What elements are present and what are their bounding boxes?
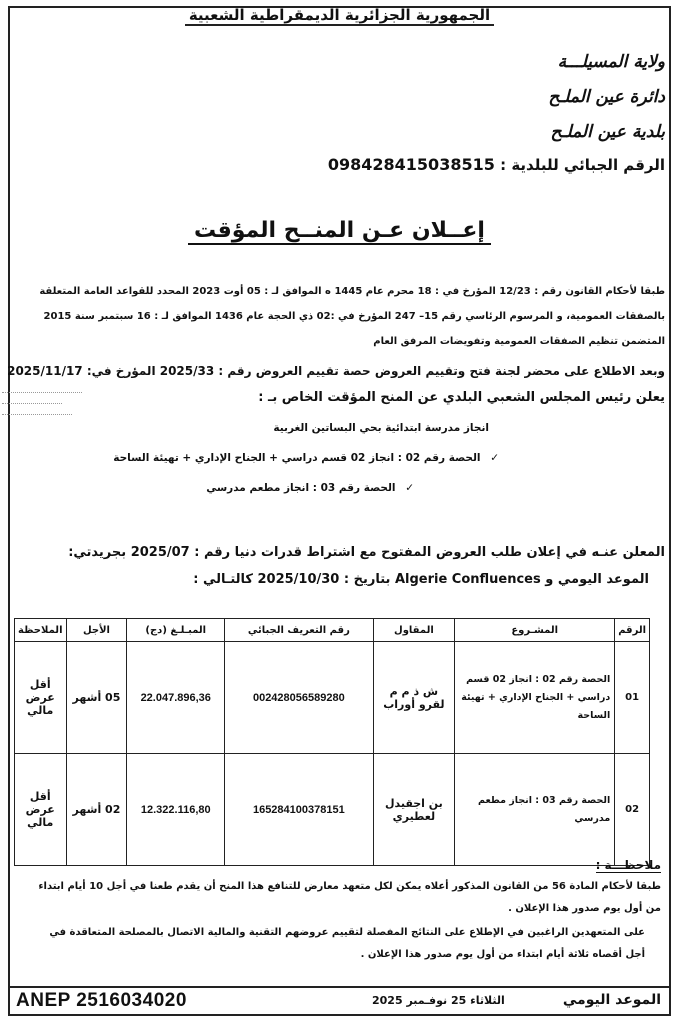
footer-bar [8,986,671,1018]
row-number: 01 [615,642,650,754]
lot-03-line [206,482,414,494]
row-fiscal-id: 165284100378151 [225,754,373,866]
newspapers-paragraph: الموعد اليومي و Algerie Confluences بتاريخ : 2025/10/30 كالتـالي : [193,572,649,587]
republic-heading: الجمهورية الجزائرية الديمقراطية الشعبية [0,6,679,24]
row-duration: 02 أشهر [66,754,127,866]
lot-02-line [113,452,499,464]
col-project: المشـروع [455,619,615,642]
wilaya-line: ولاية المسيلـــة [557,52,665,72]
row-note: أقل عرض مالي [15,642,67,754]
scan-marker-artifact [2,392,92,415]
col-note: الملاحظة [15,619,67,642]
daira-line: دائرة عين الملـح [548,87,665,107]
commune-fiscal-number [328,155,665,174]
col-fiscal-id: رقم التعريف الجبائي [225,619,373,642]
row-note: أقل عرض مالي [15,754,67,866]
checkmark-icon: ✓ [405,482,414,494]
row-amount: 12.322.116,80 [127,754,225,866]
row-project: الحصة رقم 03 : انجاز مطعم مدرسي [455,754,615,866]
appeal-note: طبقا لأحكام المادة 56 من القانون المذكور أعلاه يمكن لكل متعهد معارض للتنافع هذا المنح أن يقدم طعنا في أجل 10 أيام ابتداء من أول يوم صدور هذا الإعلان . [38,881,661,914]
col-contractor: المقاول [373,619,455,642]
lot-03-text: الحصة رقم 03 : انجاز مطعم مدرسي [206,482,396,494]
award-table [14,618,650,866]
announcement-intro: يعلن رئيس المجلس الشعبي البلدي عن المنح المؤقت الخاص بـ : [258,390,665,405]
results-note: على المتعهدين الراغبين في الإطلاع على النتائج المفصلة لتقييم عروضهم التقنية والمالية الاتصال بالمصلحة المتعاقدة في أجل أقصاه ثلاثة أيام ابتداء من أول يوم صدور هذا الإعلان . [49,927,645,960]
publication-date: الثلاثاء 25 نوفـمبر 2025 [372,994,505,1007]
evaluation-paragraph: وبعد الاطلاع على محضر لجنة فتح وتقييم العروض حصة تقييم العروض رقم : 2025/33 المؤرخ في: 2025/11/17 [7,364,665,378]
document-title: إعــلان عـن المنــح المؤقت [0,218,679,243]
row-contractor: بن اجقيدل لعطيري [373,754,455,866]
fiscal-number: 098428415038515 [327,155,495,174]
row-duration: 05 أشهر [66,642,127,754]
table-row [15,754,650,866]
commune-line: بلدية عين الملـح [550,122,665,142]
col-amount: المبـلـغ (دج) [127,619,225,642]
fiscal-label: الرقم الجبائي للبلدية : [500,156,665,174]
checkmark-icon: ✓ [490,452,499,464]
row-number: 02 [615,754,650,866]
project-name: انجاز مدرسة ابتدائية بحي البساتين الغربية [273,422,489,434]
table-row [15,642,650,754]
lot-02-text: الحصة رقم 02 : انجاز 02 قسم دراسي + الجناح الإداري + تهيئة الساحة [113,452,481,464]
anep-reference: ANEP 2516034020 [16,990,187,1011]
row-contractor: ش ذ م م لقرو أوراب [373,642,455,754]
tender-reference-paragraph: المعلن عنـه في إعلان طلب العروض المفتوح مع اشتراط قدرات دنيا رقم : 2025/07 بجريدتي: [68,545,665,560]
table-header-row [15,619,650,642]
newspaper-name: الموعد اليومي [562,992,661,1008]
col-number: الرقم [615,619,650,642]
notes-title: ملاحظـــة : [595,858,661,872]
legal-basis-paragraph: طبقا لأحكام القانون رقم : 12/23 المؤرخ في : 18 محرم عام 1445 ه الموافق لـ : 05 أوت 2023 المحدد للقواعد العامة المتعلقة بالصفقات العمومية، و المرسوم الرئاسي رقم 15– 247 المؤرخ في :02 ذي الحجة عام 1436 الموافق لـ : 16 سبتمبر سنة 2015 المتضمن تنظيم الصفقات العمومية وتفويضات المرفق العام [39,286,665,347]
col-duration: الأجل [66,619,127,642]
row-amount: 22.047.896,36 [127,642,225,754]
row-fiscal-id: 002428056589280 [225,642,373,754]
row-project: الحصة رقم 02 : انجاز 02 قسم دراسي + الجناح الإداري + تهيئة الساحة [455,642,615,754]
